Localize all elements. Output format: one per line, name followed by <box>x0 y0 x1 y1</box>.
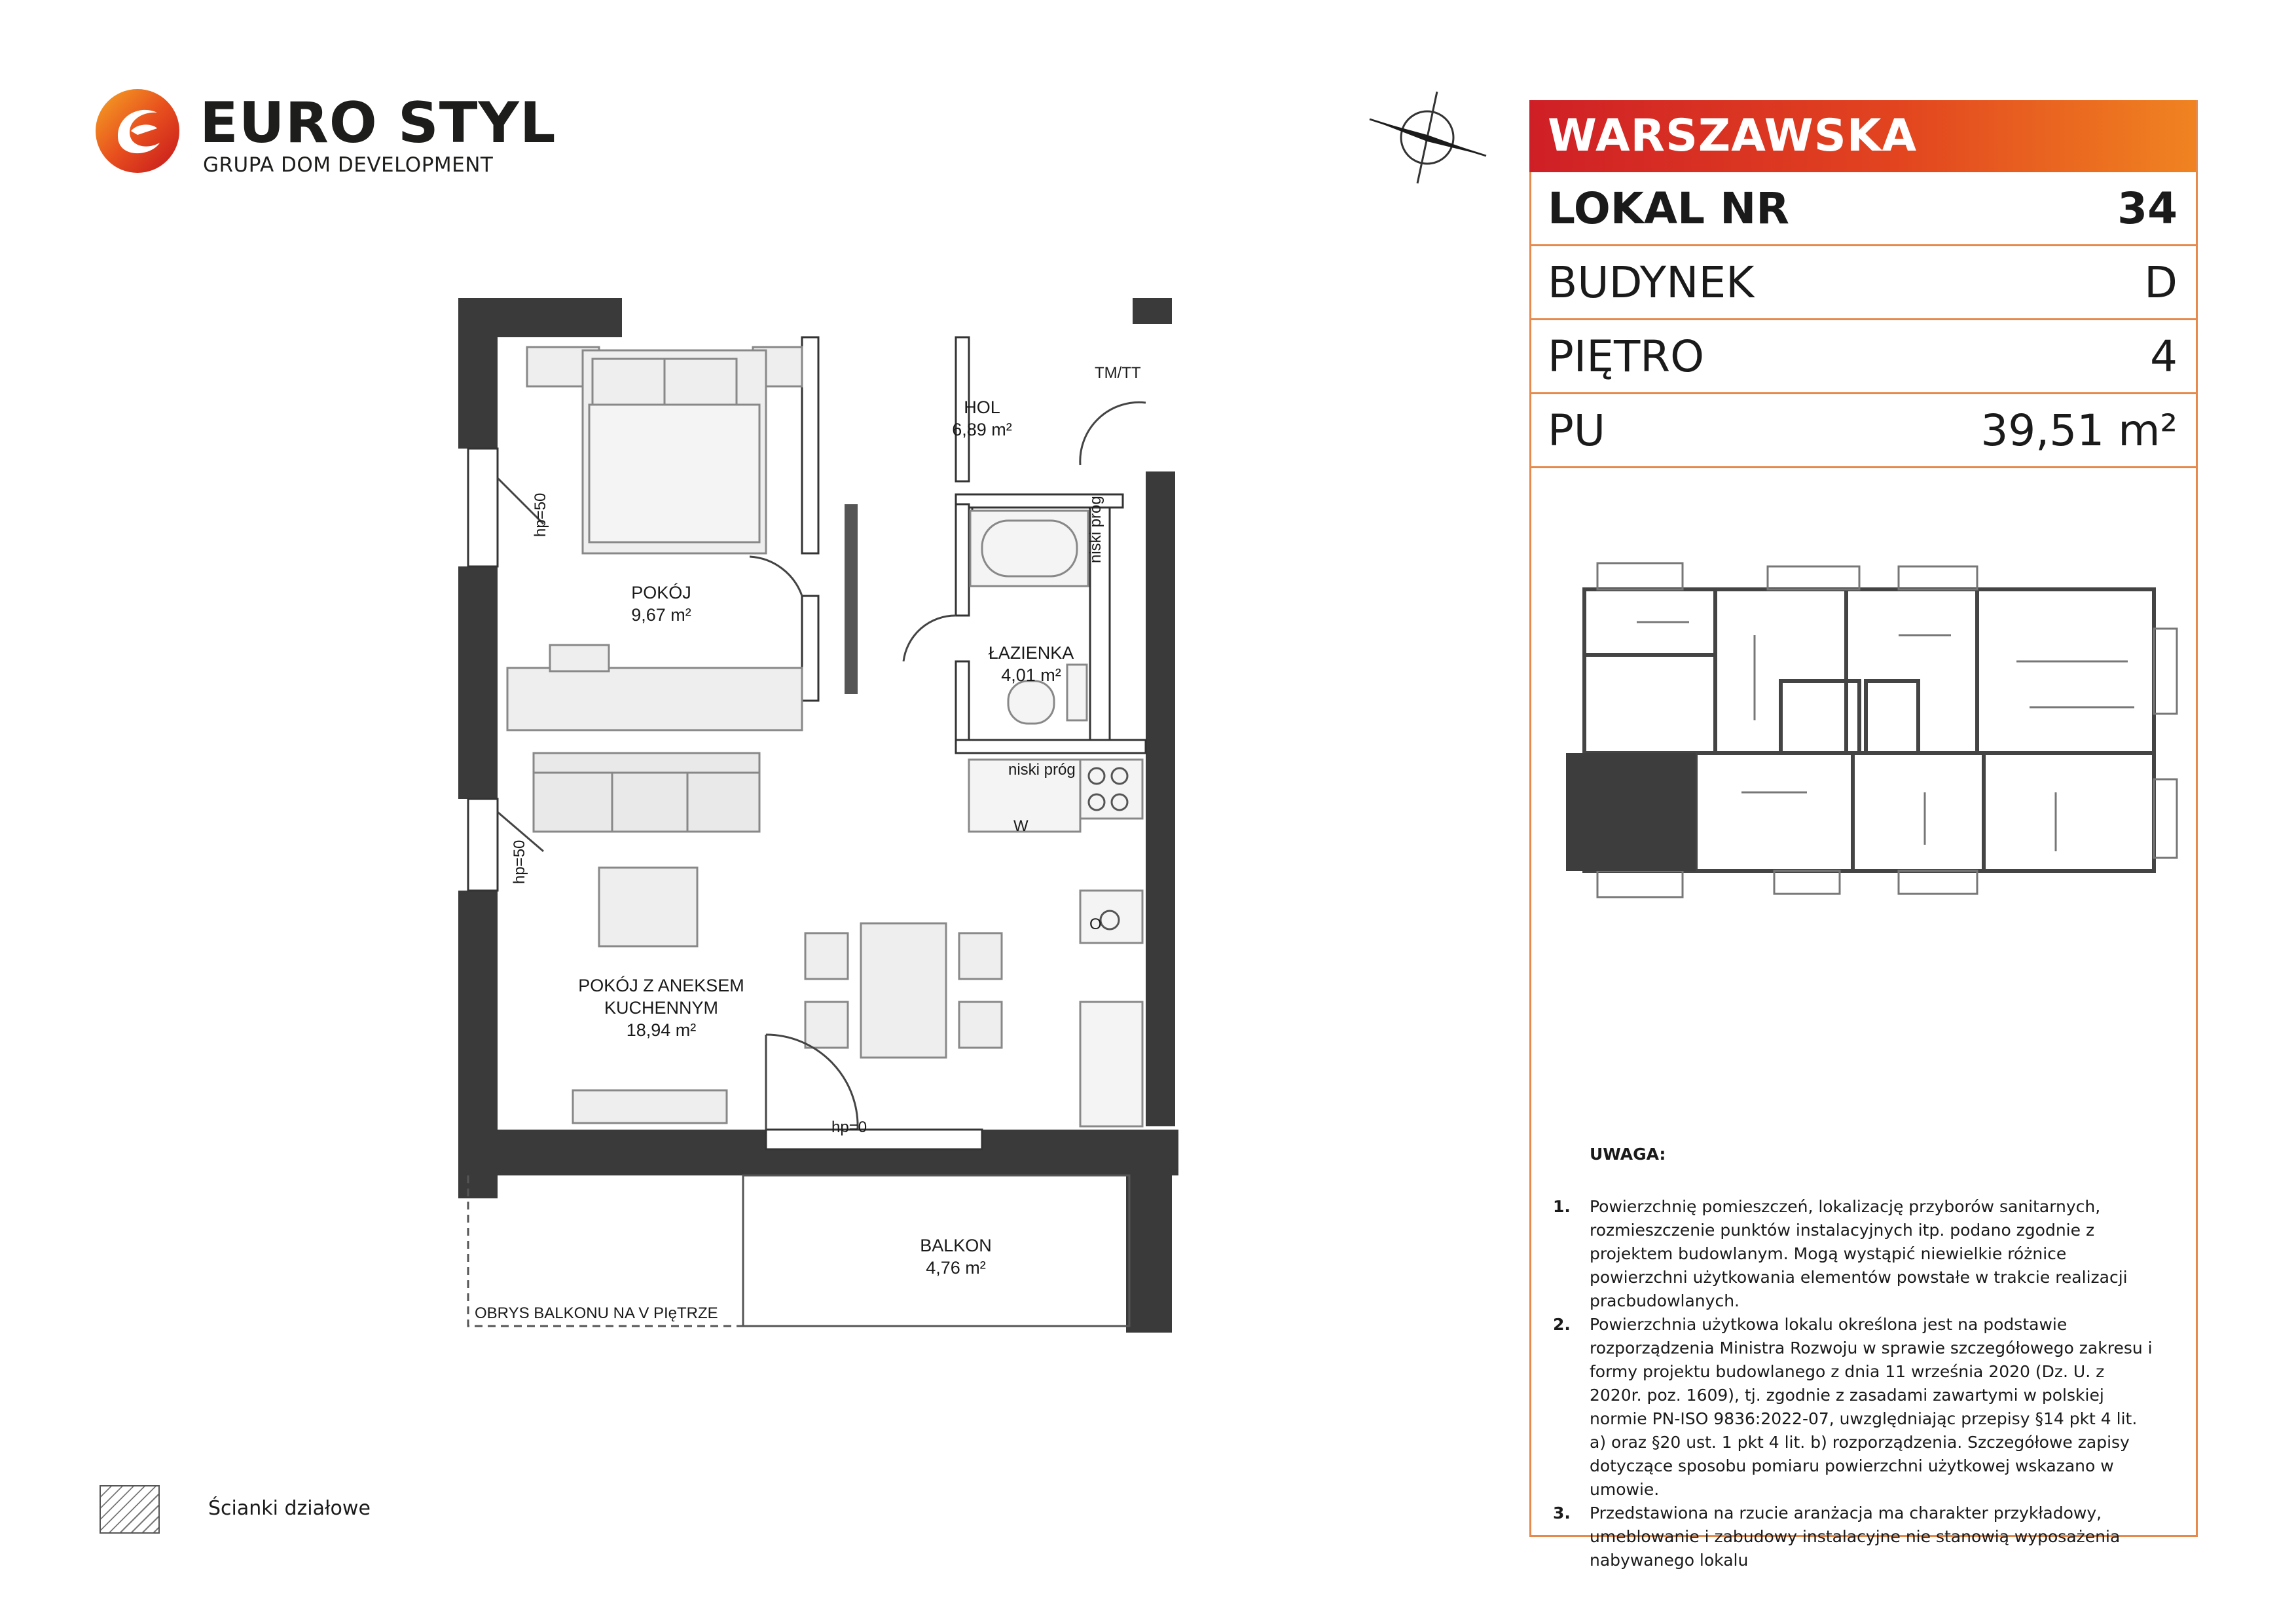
room-pokoj: POKÓJ 9,67 m² <box>631 583 691 625</box>
logo-mark-icon <box>92 85 183 177</box>
brand-name: EURO STYL <box>200 90 556 156</box>
info-row-area: PU 39,51 m² <box>1529 394 2196 468</box>
label-o: O <box>1089 915 1102 933</box>
highlighted-unit <box>1566 753 1696 871</box>
label-hp50-top: hp=50 <box>532 492 549 537</box>
label-hp50-bottom: hp=50 <box>511 840 528 884</box>
label-niski-prog-wall: niski próg <box>1087 496 1104 563</box>
label-hp0: hp=0 <box>831 1118 867 1136</box>
room-hol: HOL 6,89 m² <box>952 397 1012 439</box>
info-table <box>1529 100 2196 468</box>
room-balkon: BALKON 4,76 m² <box>920 1236 992 1278</box>
info-row-unit: LOKAL NR 34 <box>1529 172 2196 246</box>
info-row-floor: PIĘTRO 4 <box>1529 320 2196 394</box>
info-row-building: BUDYNEK D <box>1529 246 2196 320</box>
note-item: 2. Powierzchnia użytkowa lokalu określona jest na podstawie rozporządzenia Ministra Rozwoju w sprawie szczegółowego zakresu i formy projektu budowlanego z dnia 11 września 2020 (Dz. U. z 2020r. poz. 1609), tj. zgodnie z zasadami zawartymi w polskiej normie PN-ISO 9836:2022-07, uwzględniając przepisy §14 pkt 4 lit. a) oraz §20 ust. 1 pkt 4 lit. b) rozporządzenia. Szczegółowe zapisy dotyczące sposobu pomiaru powierzchni użytkowej wskazano w umowie. <box>1553 1315 2153 1499</box>
label-w: W <box>1013 817 1029 835</box>
building-key-plan <box>1558 557 2180 976</box>
label-balcony-outline: OBRYS BALKONU NA V PIęTRZE <box>475 1304 718 1322</box>
room-lazienka: ŁAZIENKA 4,01 m² <box>988 643 1074 685</box>
floor-plan <box>452 288 1198 1349</box>
investment-name: WARSZAWSKA <box>1529 100 2196 172</box>
notes-title: UWAGA: <box>1590 1145 1666 1164</box>
logo <box>92 85 556 183</box>
brand-tagline: GRUPA DOM DEVELOPMENT <box>203 153 494 177</box>
legend-label: Ścianki działowe <box>208 1497 371 1520</box>
label-niski-prog-floor: niski próg <box>1008 761 1076 779</box>
note-item: 3. Przedstawiona na rzucie aranżacja ma charakter przykładowy, umeblowanie i zabudowy instalacyjne nie stanowią wyposażenia nabywanego lokalu <box>1553 1504 2121 1570</box>
notes <box>1553 1143 2155 1572</box>
label-tmtt: TM/TT <box>1095 364 1141 382</box>
note-item: 1. Powierzchnię pomieszczeń, lokalizację przyborów sanitarnych, rozmieszczenie punktów instalacyjnych itp. podano zgodnie z projektem budowlanym. Mogą wystąpić niewielkie różnice powierzchni użytkowania elementów powstałe w trakcie realizacji pracbudowlanych. <box>1553 1197 2128 1310</box>
compass-icon <box>1362 85 1493 190</box>
room-salon: POKÓJ Z ANEKSEM KUCHENNYM 18,94 m² <box>578 976 744 1040</box>
legend-hatch-icon <box>100 1485 160 1534</box>
